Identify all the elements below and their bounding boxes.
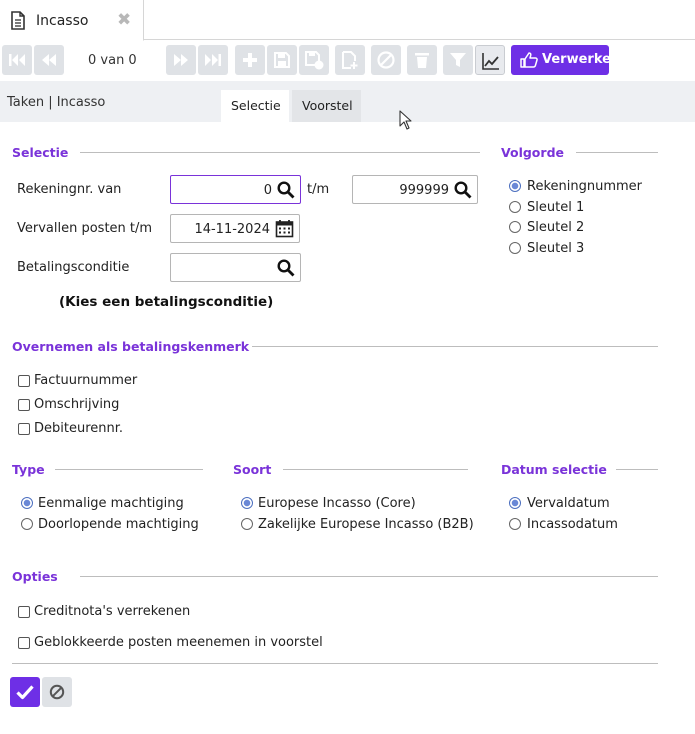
type-option-label: Eenmalige machtiging — [38, 496, 184, 511]
selectie-heading: Selectie — [12, 145, 69, 160]
tab-voorstel-label: Voorstel — [302, 98, 353, 113]
delete-icon — [412, 50, 432, 70]
save-close-icon — [304, 50, 324, 70]
vervallen-label: Vervallen posten t/m — [17, 221, 153, 236]
type-divider — [55, 469, 203, 470]
first-icon — [7, 50, 27, 70]
tab-title: Incasso — [36, 13, 89, 29]
overnemen-option-label: Omschrijving — [34, 397, 120, 412]
add-button[interactable] — [235, 45, 265, 75]
volgorde-heading: Volgorde — [501, 145, 564, 160]
previous-record-button[interactable] — [34, 45, 64, 75]
checkbox-omschrijving[interactable] — [18, 399, 30, 411]
search-icon — [277, 259, 295, 277]
vervallen-date-field[interactable] — [170, 214, 300, 243]
volgorde-option-label: Rekeningnummer — [527, 179, 643, 194]
tab-incasso[interactable] — [0, 0, 144, 41]
add-icon — [240, 50, 260, 70]
soort-option-label: Zakelijke Europese Incasso (B2B) — [258, 517, 474, 532]
datum-option-label: Incassodatum — [527, 517, 618, 532]
save-close-button[interactable] — [299, 45, 329, 75]
save-icon — [272, 50, 292, 70]
confirm-button[interactable] — [10, 677, 40, 707]
last-icon — [203, 50, 223, 70]
footer-divider — [12, 663, 658, 664]
volgorde-option-label: Sleutel 2 — [527, 220, 585, 235]
cancel-icon — [376, 50, 396, 70]
datum-divider — [616, 469, 658, 470]
radio-vervaldatum[interactable] — [509, 497, 521, 509]
datum-selectie-heading: Datum selectie — [501, 462, 607, 477]
opties-option-label: Creditnota's verrekenen — [34, 604, 191, 619]
betalingsconditie-field[interactable] — [170, 253, 301, 282]
datum-option-label: Vervaldatum — [527, 496, 610, 511]
selectie-divider — [80, 152, 480, 153]
filter-icon — [448, 50, 468, 70]
overnemen-divider — [252, 346, 658, 347]
check-icon — [16, 684, 34, 700]
vervallen-value: 14-11-2024 — [194, 222, 270, 237]
checkbox-creditnotas-verrekenen[interactable] — [18, 606, 30, 618]
new-document-button[interactable] — [335, 45, 365, 75]
rekening-tm-value: 999999 — [399, 183, 449, 198]
verwerken-button[interactable] — [511, 45, 621, 75]
overnemen-option-label: Factuurnummer — [34, 373, 138, 388]
type-heading: Type — [12, 462, 45, 477]
volgorde-option-label: Sleutel 1 — [527, 200, 585, 215]
radio-sleutel-2[interactable] — [509, 221, 521, 233]
document-icon — [10, 11, 26, 34]
betalingsconditie-hint: (Kies een betalingsconditie) — [59, 294, 274, 310]
opties-heading: Opties — [12, 569, 58, 584]
verwerken-label: Verwerken — [542, 52, 621, 67]
soort-divider — [283, 469, 468, 470]
cancel-form-button[interactable] — [42, 677, 72, 707]
previous-icon — [39, 50, 59, 70]
soort-heading: Soort — [233, 462, 272, 477]
search-icon — [277, 181, 295, 199]
mouse-cursor-icon — [399, 110, 413, 134]
tab-selectie[interactable] — [221, 90, 289, 122]
rekening-label: Rekeningnr. van — [17, 182, 122, 197]
cancel-button[interactable] — [371, 45, 401, 75]
save-button[interactable] — [267, 45, 297, 75]
tab-voorstel[interactable] — [292, 90, 361, 122]
opties-divider — [80, 576, 658, 577]
radio-rekeningnummer[interactable] — [509, 180, 521, 192]
overnemen-option-label: Debiteurennr. — [34, 421, 124, 436]
close-icon[interactable]: ✖ — [117, 10, 132, 30]
next-icon — [171, 50, 191, 70]
next-record-button[interactable] — [166, 45, 196, 75]
soort-option-label: Europese Incasso (Core) — [258, 496, 416, 511]
opties-option-label: Geblokkeerde posten meenemen in voorstel — [34, 635, 323, 650]
filter-button[interactable] — [443, 45, 473, 75]
radio-europese-incasso-core[interactable] — [241, 497, 253, 509]
volgorde-divider — [576, 152, 658, 153]
checkbox-geblokkeerde-posten[interactable] — [18, 637, 30, 649]
checkbox-factuurnummer[interactable] — [18, 375, 30, 387]
search-icon — [454, 181, 472, 199]
first-record-button[interactable] — [2, 45, 32, 75]
rekening-tm-field[interactable] — [352, 175, 478, 204]
betalingsconditie-label: Betalingsconditie — [17, 260, 130, 275]
type-option-label: Doorlopende machtiging — [38, 517, 199, 532]
overnemen-heading: Overnemen als betalingskenmerk — [12, 339, 250, 354]
tab-selectie-label: Selectie — [231, 98, 281, 113]
thumbs-up-icon — [520, 52, 538, 68]
calendar-icon — [275, 219, 294, 238]
chart-icon — [481, 51, 501, 71]
checkbox-debiteurennr[interactable] — [18, 423, 30, 435]
new-document-icon — [340, 50, 360, 70]
rekening-van-field[interactable] — [170, 175, 301, 204]
radio-incassodatum[interactable] — [509, 518, 521, 530]
radio-sleutel-1[interactable] — [509, 201, 521, 213]
delete-button[interactable] — [407, 45, 437, 75]
radio-zakelijke-incasso-b2b[interactable] — [241, 518, 253, 530]
breadcrumb: Taken | Incasso — [7, 95, 106, 110]
tm-label: t/m — [307, 182, 330, 197]
record-counter: 0 van 0 — [88, 53, 137, 68]
rekening-van-value: 0 — [263, 183, 272, 198]
radio-eenmalige-machtiging[interactable] — [21, 497, 33, 509]
radio-sleutel-3[interactable] — [509, 242, 521, 254]
last-record-button[interactable] — [198, 45, 228, 75]
chart-button[interactable] — [475, 45, 505, 75]
cancel-icon — [49, 684, 65, 700]
volgorde-option-label: Sleutel 3 — [527, 241, 585, 256]
radio-doorlopende-machtiging[interactable] — [21, 518, 33, 530]
